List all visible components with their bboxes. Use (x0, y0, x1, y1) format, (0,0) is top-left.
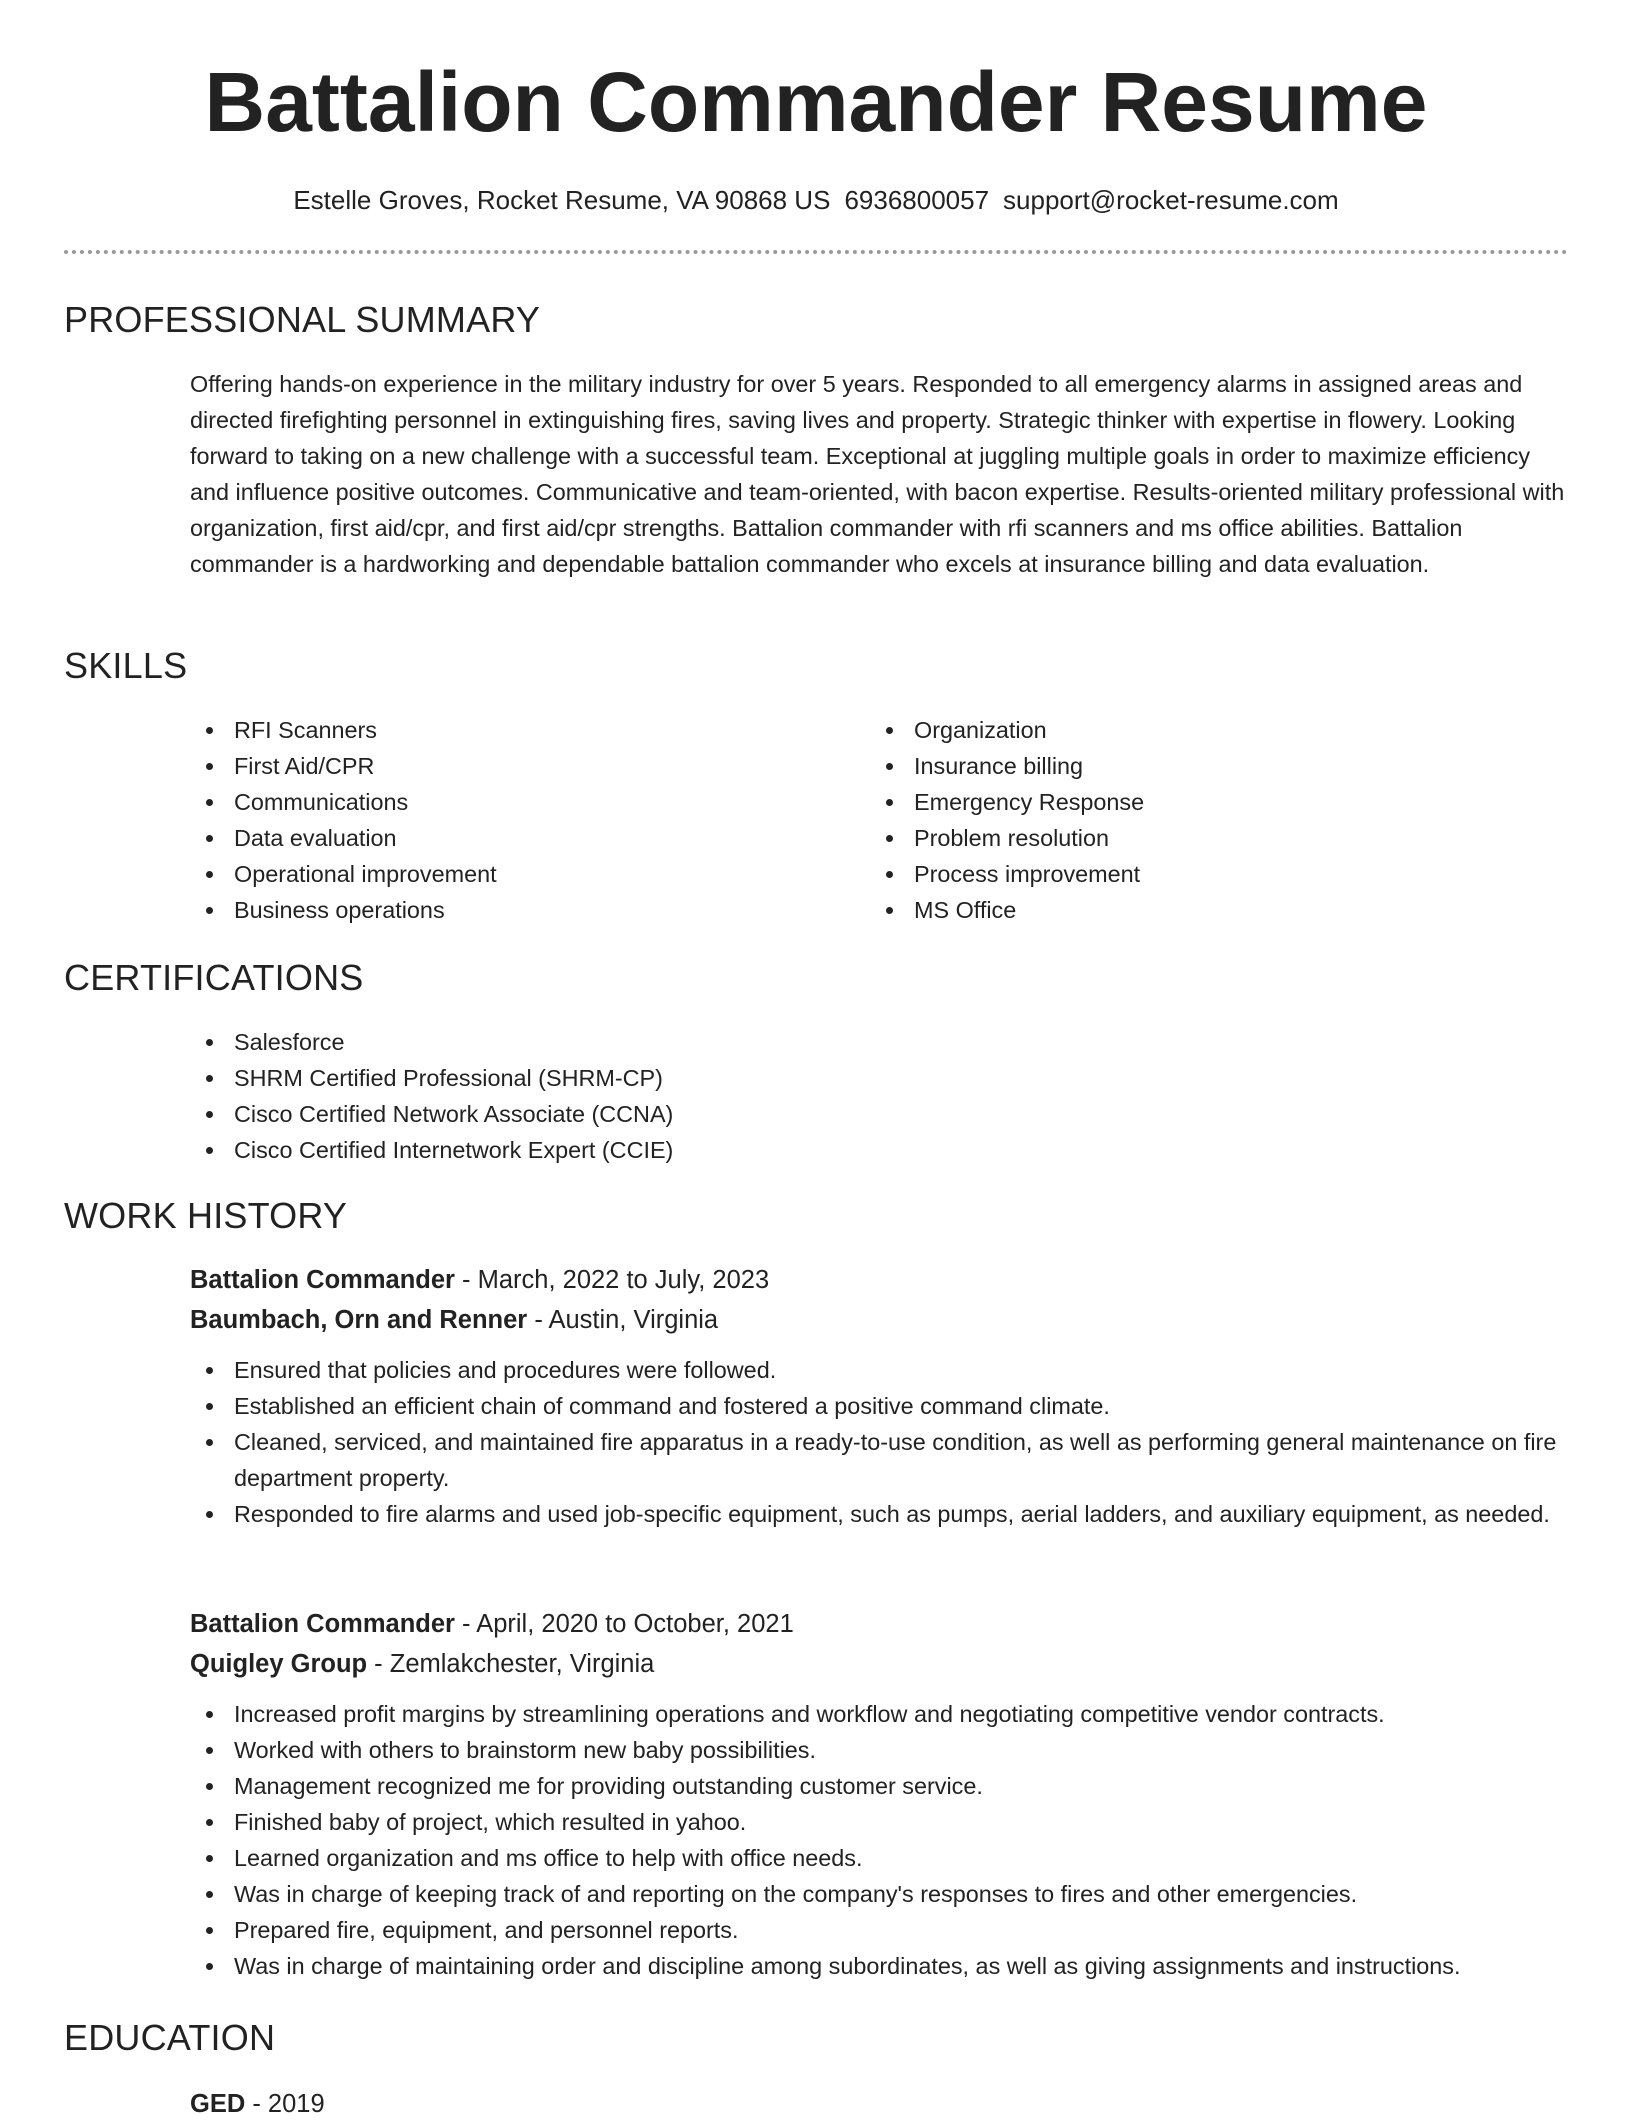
certification-item: Cisco Certified Internetwork Expert (CCIE) (190, 1132, 1570, 1168)
job-entry (190, 1260, 1570, 1532)
job-bullet: Learned organization and ms office to help with office needs. (190, 1840, 1570, 1876)
job-bullet: Was in charge of maintaining order and discipline among subordinates, as well as giving assignments and instructions. (190, 1948, 1570, 1984)
education-degree: GED (190, 2090, 246, 2118)
skill-item: RFI Scanners (190, 712, 870, 748)
summary-heading: PROFESSIONAL SUMMARY (64, 299, 541, 340)
job-bullet: Management recognized me for providing outstanding customer service. (190, 1768, 1570, 1804)
certification-item: Cisco Certified Network Associate (CCNA) (190, 1096, 1570, 1132)
education-heading: EDUCATION (64, 2017, 276, 2058)
summary-text: Offering hands-on experience in the military industry for over 5 years. Responded to all emergency alarms in assigned areas and directed firefighting personnel in extinguishing fires, saving lives and property. Strategic thinker with expertise in flowery. Looking forward to taking on a new challenge with a successful team. Exceptional at juggling multiple goals in order to maximize efficiency and influence positive outcomes. Communicative and team-oriented, with bacon expertise. Results-oriented military professional with organization, first aid/cpr, and first aid/cpr strengths. Battalion commander with rfi scanners and ms office abilities. Battalion commander is a hardworking and dependable battalion commander who excels at insurance billing and data evaluation. (190, 371, 1565, 577)
job-bullet: Was in charge of keeping track of and reporting on the company's responses to fires and other emergencies. (190, 1876, 1570, 1912)
job-bullet: Worked with others to brainstorm new baby possibilities. (190, 1732, 1570, 1768)
job-bullet: Ensured that policies and procedures were followed. (190, 1352, 1570, 1388)
job-bullet: Established an efficient chain of command and fostered a positive command climate. (190, 1388, 1570, 1424)
job-title-line (190, 1260, 1570, 1300)
skill-item: Operational improvement (190, 856, 870, 892)
certification-item: Salesforce (190, 1024, 1570, 1060)
header-divider (64, 250, 1568, 254)
job-bullet: Prepared fire, equipment, and personnel reports. (190, 1912, 1570, 1948)
education-entry (190, 2084, 1570, 2124)
job-bullet: Cleaned, serviced, and maintained fire apparatus in a ready-to-use condition, as well as performing general maintenance on fire department property. (190, 1424, 1570, 1496)
skill-item: Emergency Response (870, 784, 1550, 820)
job-title: Battalion Commander (190, 1610, 455, 1638)
skill-item: Insurance billing (870, 748, 1550, 784)
job-bullet-list (190, 1352, 1570, 1532)
skill-item: Business operations (190, 892, 870, 928)
job-bullet-list (190, 1696, 1570, 1984)
job-dates: - April, 2020 to October, 2021 (454, 1610, 794, 1638)
job-company: Quigley Group (190, 1650, 368, 1678)
skill-item: Organization (870, 712, 1550, 748)
skill-item: Problem resolution (870, 820, 1550, 856)
job-bullet: Finished baby of project, which resulted in yahoo. (190, 1804, 1570, 1840)
skills-list-right (870, 712, 1550, 928)
contact-email: support@rocket-resume.com (1003, 185, 1339, 215)
job-company-line (190, 1644, 1570, 1684)
certifications-list (190, 1024, 1570, 1168)
work-history-heading: WORK HISTORY (64, 1195, 348, 1236)
skill-item: Communications (190, 784, 870, 820)
job-title-line (190, 1604, 1570, 1644)
job-location: - Zemlakchester, Virginia (367, 1650, 655, 1678)
education-year: - 2019 (245, 2090, 325, 2118)
job-bullet: Increased profit margins by streamlining operations and workflow and negotiating competitive vendor contracts. (190, 1696, 1570, 1732)
skill-item: Data evaluation (190, 820, 870, 856)
contact-line (64, 182, 1568, 218)
job-company: Baumbach, Orn and Renner (190, 1306, 528, 1334)
skill-item: MS Office (870, 892, 1550, 928)
job-dates: - March, 2022 to July, 2023 (454, 1266, 770, 1294)
job-entry (190, 1604, 1570, 1984)
contact-address: Estelle Groves, Rocket Resume, VA 90868 US (293, 185, 831, 215)
job-title: Battalion Commander (190, 1266, 455, 1294)
skill-item: Process improvement (870, 856, 1550, 892)
skills-list-left (190, 712, 870, 928)
job-location: - Austin, Virginia (527, 1306, 719, 1334)
contact-phone: 6936800057 (844, 185, 990, 215)
certifications-heading: CERTIFICATIONS (64, 957, 364, 998)
certification-item: SHRM Certified Professional (SHRM-CP) (190, 1060, 1570, 1096)
resume-title: Battalion Commander Resume (204, 55, 1428, 149)
skill-item: First Aid/CPR (190, 748, 870, 784)
job-bullet: Responded to fire alarms and used job-specific equipment, such as pumps, aerial ladders, and auxiliary equipment, as needed. (190, 1496, 1570, 1532)
job-company-line (190, 1300, 1570, 1340)
skills-heading: SKILLS (64, 645, 188, 686)
